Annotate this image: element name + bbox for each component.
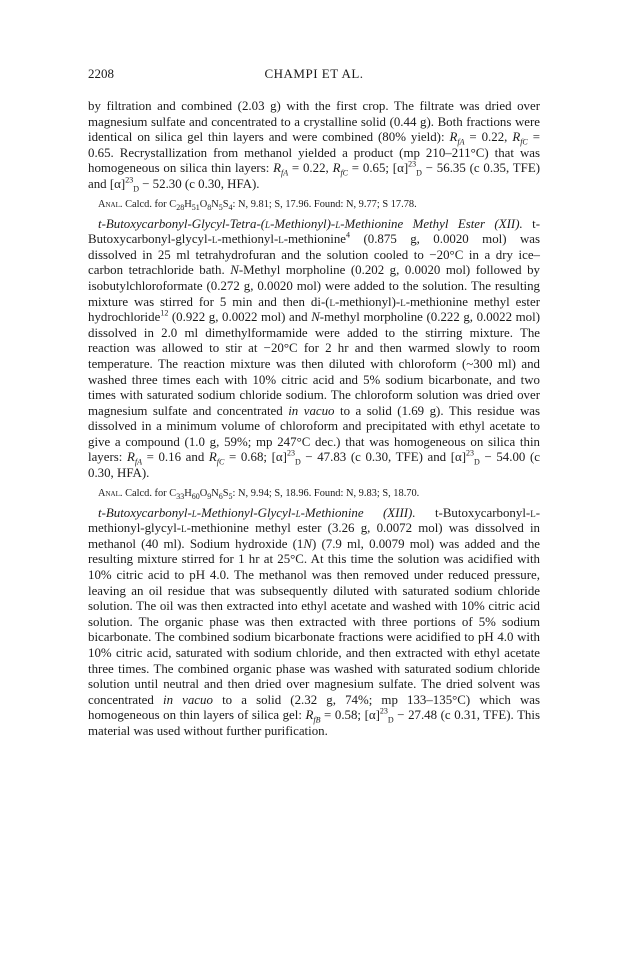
paragraph-compound-xii: t-Butoxycarbonyl-Glycyl-Tetra-(l-Methionyl)-l-Methionine Methyl Ester (XII). t-Butoxycarbonyl-glycyl-l-methionyl-l-methionine$^4$ (0.875 g, 0.0020 mol) was dissolved in 25 ml tetrahydrofuran and the solution cooled to −20°C in a dry ice–carbon tetrachloride bath. N-Methyl morpholine (0.202 g, 0.0020 mol) followed by isobutylchloroformate (0.272 g, 0.0020 mol) were added to the solution. The resulting mixture was stirred for 5 min and then di-(l-methionyl)-l-methionine methyl ester hydrochloride$^{12}$ (0.922 g, 0.0022 mol) and N-methyl morpholine (0.222 g, 0.0022 mol) dissolved in 2.0 ml dimethylformamide were added to the stirring mixture. The reaction was allowed to stir at −20°C for 2 hr and then warmed slowly to room temperature. The reaction mixture was then diluted with chloroform (~300 ml) and washed three times each with 10% citric acid and 5% sodium bicarbonate, and two times with saturated sodium chloride sodium. The chloroform solution was dried over magnesium sulfate and concentrated in vacuo to a solid (1.69 g). This residue was dissolved in a minimum volume of chloroform and precipitated with ethyl acetate to give a compound (1.0 g, 59%; mp 247°C dec.) that was homogeneous on silica thin layers: $R_{fA} = 0.16$ and $R_{fC} = 0.68$; $[\alpha]^{23}_D - 47.83$ (c 0.30, TFE) and $[\alpha]^{23}_D - 54.00$ (c 0.30, HFA).: [88, 216, 540, 481]
running-head: CHAMPI ET AL.: [264, 66, 364, 81]
paragraph-compound-xiii: t-Butoxycarbonyl-l-Methionyl-Glycyl-l-Methionine (XIII). t-Butoxycarbonyl-l-methionyl-glycyl-l-methionine methyl ester (3.26 g, 0.0072 mol) was dissolved in methanol (40 ml). Sodium hydroxide (1N) (7.9 ml, 0.0079 mol) was added and the resulting mixture stirred for 1 hr at 25°C. At this time the solution was acidified with 10% citric acid to pH 4.0. The methanol was then removed under reduced pressure, leaving an oil residue that was subsequently diluted with saturated sodium chloride solution. The oil was then extracted into ethyl acetate and washed with 10% citric acid solution. The organic phase was then extracted with three portions of 5% sodium bicarbonate. The combined sodium bicarbonate fractions were acidified to pH 4.0 with 10% citric acid, saturated with sodium chloride, and then extracted with ethyl acetate three times. The combined organic phase was washed with saturated sodium chloride solution until neutral and then dried over magnesium sulfate. The dried solvent was concentrated in vacuo to a solid (2.32 g, 74%; mp 133–135°C) which was homogeneous on thin layers of silica gel: $R_{fB} = 0.58$; $[\alpha]^{23}_D - 27.48$ (c 0.31, TFE). This material was used without further purification.: [88, 505, 541, 738]
paragraph-continuation: by filtration and combined (2.03 g) with the first crop. The filtrate was dried over magnesium sulfate and concentrated to a crystalline solid (0.44 g). Both fractions were identical on silica gel thin layers and were combined (80% yield): $R_{fA} = 0.22$, $R_{fC} = 0.65$. Recrystallization from methanol yielded a product (mp 210–211°C) that was homogeneous on silica thin layers: $R_{fA} = 0.22$, $R_{fC} = 0.65$; $[\alpha]^{23}_D - 56.35$ (c 0.35, TFE) and $[\alpha]^{23}_D - 52.30$ (c 0.30, HFA).: [88, 99, 540, 194]
elemental-analysis: Anal. Calcd. for $C_{33}H_{60}O_9N_6S_5$: N, 9.94; S, 18.96. Found: N, 9.83; S, 18.70.: [98, 487, 420, 501]
page-header: [88, 66, 540, 86]
section-heading: t-Butoxycarbonyl-l-Methionyl-Glycyl-l-Methionine (XIII).: [98, 505, 416, 520]
journal-page: [88, 66, 540, 740]
elemental-analysis: Anal. Calcd. for $C_{28}H_{51}O_8N_5S_4$: N, 9.81; S, 17.96. Found: N, 9.77; S 17.78.: [98, 198, 417, 212]
article-body: [88, 99, 540, 740]
page-number: 2208: [88, 66, 114, 81]
section-heading: t-Butoxycarbonyl-Glycyl-Tetra-(l-Methionyl)-l-Methionine Methyl Ester (XII).: [98, 216, 523, 231]
